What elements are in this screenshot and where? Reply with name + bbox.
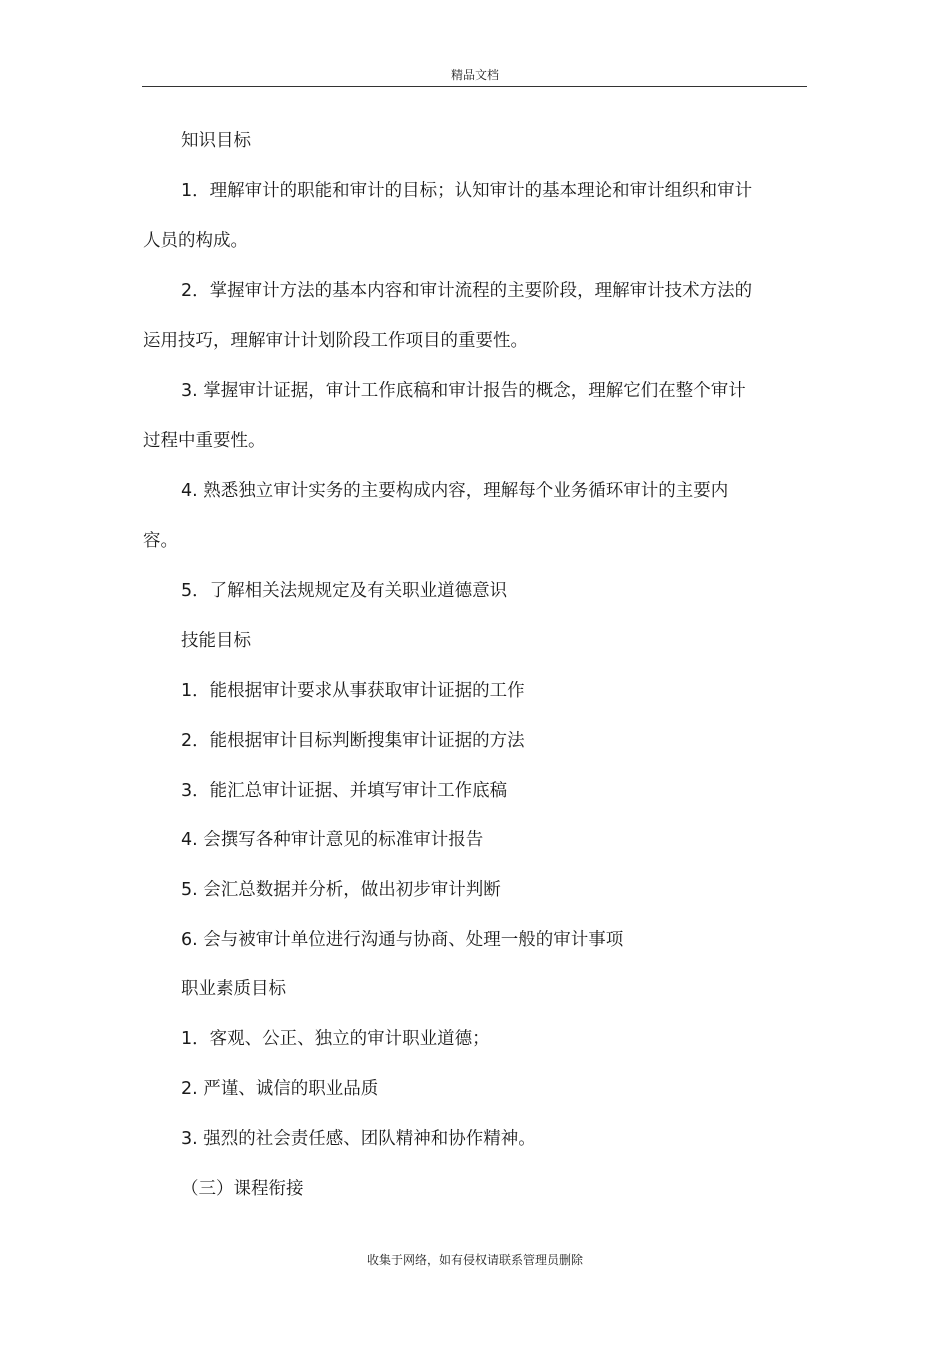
skill-item-6: 6. 会与被审计单位进行沟通与协商、处理一般的审计事项 — [181, 930, 624, 950]
page-header-title: 精品文档 — [450, 68, 499, 82]
knowledge-item-4-line-2: 容。 — [143, 531, 178, 551]
skill-heading: 技能目标 — [181, 631, 251, 651]
header-divider — [142, 86, 807, 87]
knowledge-item-2-line-1: 2．掌握审计方法的基本内容和审计流程的主要阶段，理解审计技术方法的 — [181, 281, 753, 301]
quality-item-1: 1．客观、公正、独立的审计职业道德； — [181, 1029, 490, 1049]
page-footer-note: 收集于网络，如有侵权请联系管理员删除 — [366, 1253, 583, 1267]
section-3-heading: （三）课程衔接 — [181, 1179, 304, 1199]
knowledge-item-3-line-1: 3. 掌握审计证据，审计工作底稿和审计报告的概念，理解它们在整个审计 — [181, 381, 746, 401]
quality-heading: 职业素质目标 — [181, 979, 286, 999]
skill-item-2: 2．能根据审计目标判断搜集审计证据的方法 — [181, 731, 525, 751]
skill-item-4: 4. 会撰写各种审计意见的标准审计报告 — [181, 830, 484, 850]
knowledge-heading: 知识目标 — [181, 131, 251, 151]
knowledge-item-4-line-1: 4. 熟悉独立审计实务的主要构成内容，理解每个业务循环审计的主要内 — [181, 481, 729, 501]
quality-item-2: 2. 严谨、诚信的职业品质 — [181, 1079, 379, 1099]
quality-item-3: 3. 强烈的社会责任感、团队精神和协作精神。 — [181, 1129, 536, 1149]
knowledge-item-5: 5．了解相关法规规定及有关职业道德意识 — [181, 581, 508, 601]
knowledge-item-3-line-2: 过程中重要性。 — [143, 431, 266, 451]
knowledge-item-2-line-2: 运用技巧，理解审计计划阶段工作项目的重要性。 — [143, 331, 528, 351]
skill-item-3: 3．能汇总审计证据、并填写审计工作底稿 — [181, 781, 508, 801]
skill-item-1: 1．能根据审计要求从事获取审计证据的工作 — [181, 681, 525, 701]
knowledge-item-1-line-1: 1．理解审计的职能和审计的目标；认知审计的基本理论和审计组织和审计 — [181, 181, 753, 201]
knowledge-item-1-line-2: 人员的构成。 — [143, 231, 248, 251]
skill-item-5: 5. 会汇总数据并分析，做出初步审计判断 — [181, 880, 501, 900]
